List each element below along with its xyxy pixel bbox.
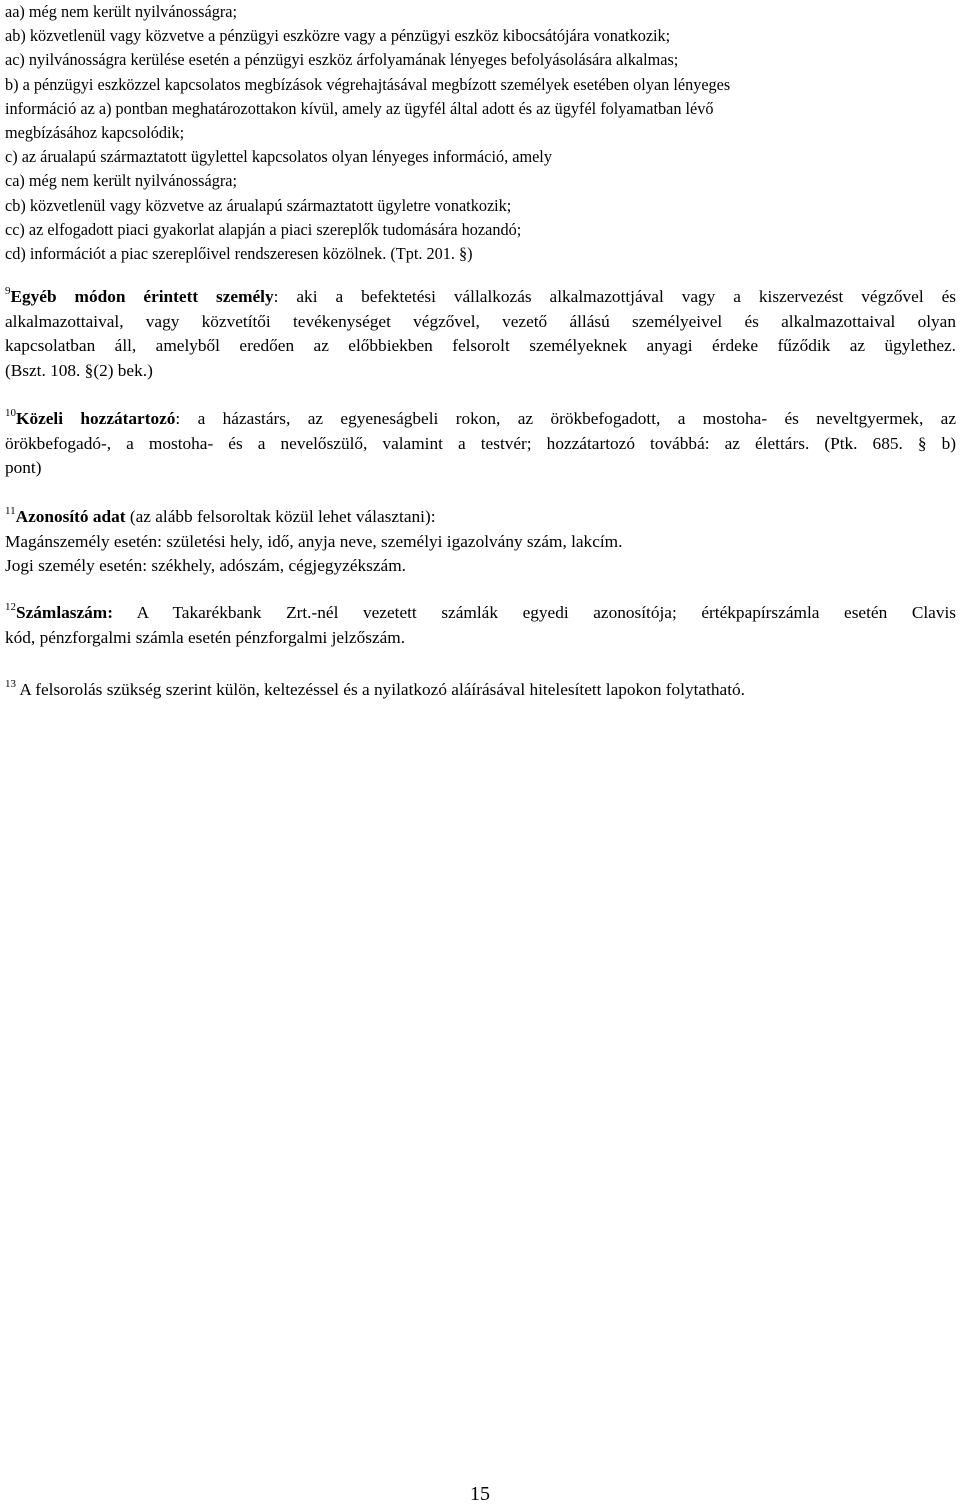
definition-line-b-cont: információ az a) pontban meghatározottakon kívül, amely az ügyfél által adott és az ügyfél folyamatban lévő — [5, 98, 714, 118]
footnote-number: 9 — [5, 285, 11, 298]
definition-list — [5, 0, 955, 266]
footnote-13-line-1 — [5, 678, 956, 703]
definition-line-b-cont2: megbízásához kapcsolódik; — [5, 123, 185, 143]
footnote-number: 10 — [5, 407, 16, 420]
footnote-text: A Takarékbank Zrt.-nél vezetett számlák egyedi azonosítója; értékpapírszámla esetén Clavis — [112, 603, 956, 622]
footnote-number: 12 — [5, 601, 16, 614]
footnote-number: 11 — [5, 505, 16, 518]
definition-line-c: c) az árualapú származtatott ügylettel kapcsolatos olyan lényeges információ, amely — [5, 147, 552, 167]
footnote-10 — [5, 407, 956, 481]
footnote-text: : aki a befektetési vállalkozás alkalmazottjával vagy a kiszervezést végzővel és — [273, 287, 957, 306]
footnote-10-line-3: pont) — [5, 458, 42, 477]
footnote-12-line-2: kód, pénzforgalmi számla esetén pénzforgalmi jelzőszám. — [5, 627, 406, 647]
footnote-term: Egyéb módon érintett személy — [10, 287, 274, 306]
definition-line-ca: ca) még nem került nyilvánosságra; — [5, 171, 237, 191]
footnote-9 — [5, 285, 956, 383]
definition-line-ac: ac) nyilvánosságra kerülése esetén a pénzügyi eszköz árfolyamának lényeges befolyásolására alkalmas; — [5, 50, 679, 70]
footnote-11-line-2: Magánszemély esetén: születési hely, idő, anyja neve, személyi igazolvány szám, lakcím. — [5, 531, 623, 551]
footnote-text: A felsorolás szükség szerint külön, keltezéssel és a nyilatkozó aláírásával hitelesített lapokon folytatható. — [16, 680, 745, 699]
footnote-text: : a házastárs, az egyeneságbeli rokon, az örökbefogadott, a mostoha- és neveltgyermek, az — [175, 409, 956, 428]
definition-line-cd: cd) információt a piac szereplőivel rendszeresen közölnek. (Tpt. 201. §) — [5, 244, 473, 264]
page-number: 15 — [470, 1483, 490, 1505]
definition-line-aa: aa) még nem került nyilvánosságra; — [5, 2, 237, 21]
footnote-9-line-4: (Bszt. 108. §(2) bek.) — [5, 360, 153, 380]
footnote-11-line-3: Jogi személy esetén: székhely, adószám, cégjegyzékszám. — [5, 556, 406, 575]
footnote-13 — [5, 678, 956, 703]
definition-line-ab: ab) közvetlenül vagy közvetve a pénzügyi eszközre vagy a pénzügyi eszköz kibocsátójára vonatkozik; — [5, 26, 671, 46]
footnote-12 — [5, 601, 956, 650]
footnote-term: Számlaszám: — [16, 603, 113, 622]
footnote-11 — [5, 505, 956, 579]
footnote-11-line-1 — [5, 505, 956, 530]
footnote-term: Azonosító adat — [15, 507, 126, 526]
footnote-9-line-2: alkalmazottaival, vagy közvetítői tevékenységet végzővel, vezető állású személyeivel és alkalmazottaival olyan — [5, 311, 956, 331]
definition-line-cb: cb) közvetlenül vagy közvetve az árualapú származtatott ügyletre vonatkozik; — [5, 195, 512, 215]
footnote-text: (az alább felsoroltak közül lehet választani): — [125, 507, 436, 526]
definition-line-cc: cc) az elfogadott piaci gyakorlat alapján a piaci szereplők tudomására hozandó; — [5, 219, 522, 239]
footnote-number: 13 — [5, 678, 16, 691]
definition-line-b: b) a pénzügyi eszközzel kapcsolatos megbízások végrehajtásával megbízott személyek esetében olyan lényeges — [5, 74, 731, 94]
footnote-9-line-1 — [5, 285, 956, 310]
footnote-10-line-2: örökbefogadó-, a mostoha- és a nevelőszülő, valamint a testvér; hozzátartozó továbbá: az élettárs. (Ptk. 685. § b) — [5, 433, 956, 453]
footnote-12-line-1 — [5, 601, 956, 626]
footnote-term: Közeli hozzátartozó — [16, 409, 176, 428]
footnote-9-line-3: kapcsolatban áll, amelyből eredően az előbbiekben felsorolt személyeknek anyagi érdeke fűződik az ügylethez. — [5, 336, 956, 355]
footnote-10-line-1 — [5, 407, 956, 432]
